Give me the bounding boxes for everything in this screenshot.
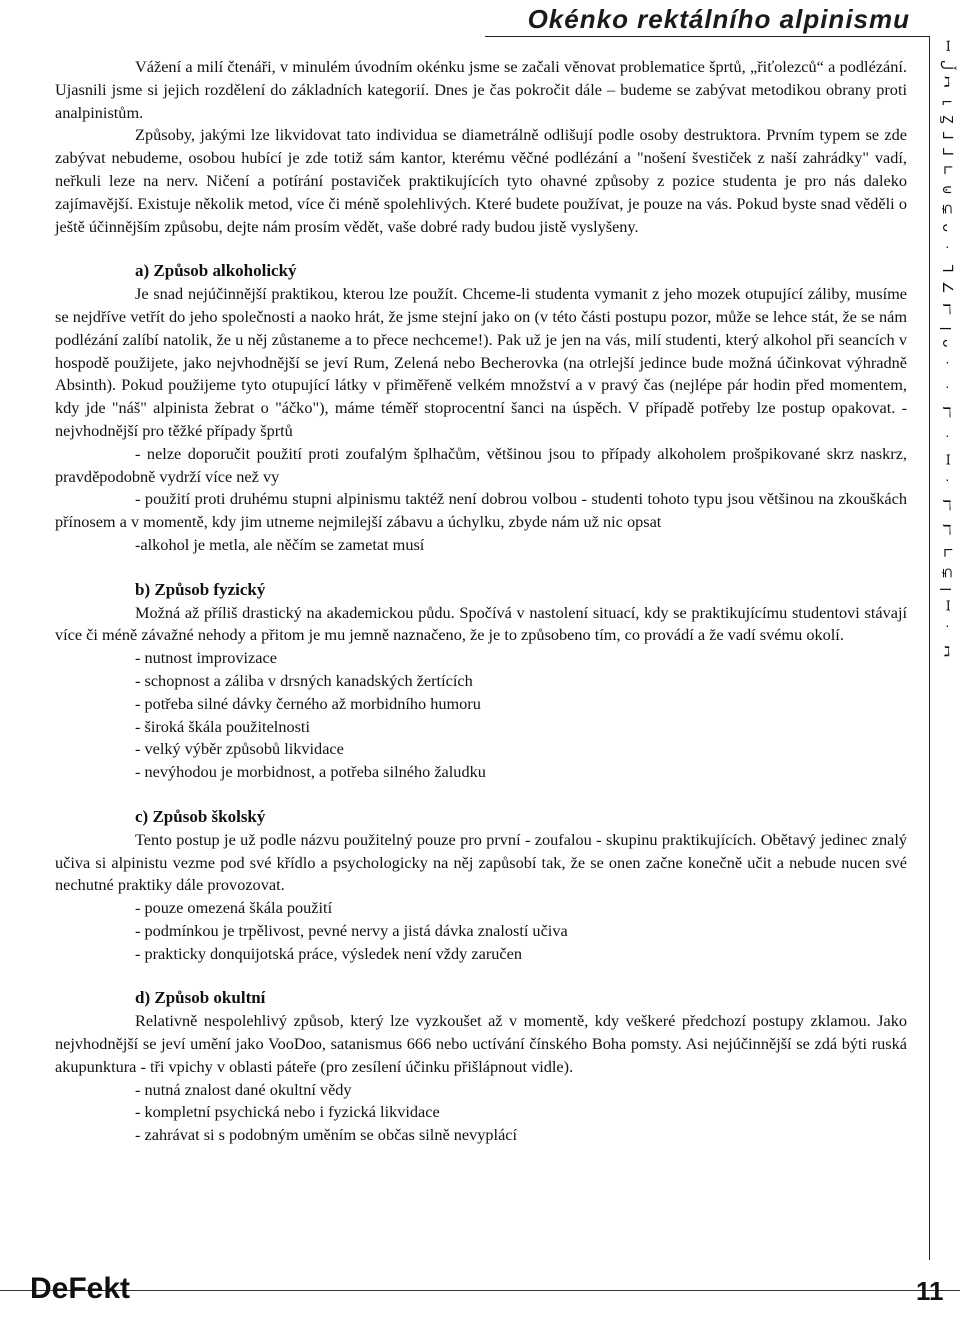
list-item: - potřeba silné dávky černého až morbidního humoru: [135, 693, 481, 713]
article-body: [55, 56, 907, 1147]
intro-paragraph-2: Způsoby, jakými lze likvidovat tato individua se diametrálně odlišují podle osoby destruktora. Prvním typem se zde zabývat nebudeme, osobou hubící je zde totiž sám kantor, kterému věčné podlézání a "nošení švestiček z naší zahrádky" vadí, neřkuli leze na nerv. Ničení a potírání postaviček praktikujících tyto ohavné způsoby z pozice studenta je pro nás daleko zajímavější. Existuje několik metod, více či méně spolehlivých. Které budete používat, je pouze na vás. Pokud byste snad věděli o ještě účinnějším způsobu, dejte nám prosím vědět, vaše dobré rady budou jistě vyslyšeny.: [55, 125, 907, 236]
list-item: - použití proti druhému stupni alpinismu taktéž není dobrou volbou - studenti tohoto typu jsou většinou na zkouškách přínosem a v momentě, kdy jim utneme nejmilejší zábavu a úchylku, zbyde nám už nic opsat: [55, 489, 907, 532]
side-decoration: [936, 36, 960, 1256]
page-number: 11: [916, 1276, 944, 1306]
list-item: - nelze doporučit použití proti zoufalým šplhačům, většinou jsou to případy alkoholem prošpikované skrz naskrz, pravděpodobně vydrží více než vy: [55, 443, 907, 486]
list-item: -alkohol je metla, ale něčím se zametat musí: [135, 534, 425, 554]
side-rule: [929, 36, 930, 1260]
section-body: Je snad nejúčinnější praktikou, kterou lze použít. Chceme-li studenta vymanit z jeho mozek otupující záliby, musíme se nejdříve vetřít do jeho společnosti a naoko hrát, že jsme stejní jako on (v této části postupu pozor, může se lehce stát, že se nám podlézání zalíbí natolik, že u něj zůstaneme a to přece nechceme!). Pak už je jen na vás, milí studenti, který alkohol při seancích v hospodě použijete, jako nejvhodnější se jeví Rum, Zelená nebo Becherovka (na otrlejší jedince bude možná účinkovat výhradně Absinth). Pokud použijeme tyto otupující látky v přiměřeně velkém množství a v pravý čas (nejlépe pár hodin před momentem, kdy jde "náš" alpinista žebrat o "áčko"), máme téměř stoprocentní šanci na úspěch. V případě potřeby lze postup opakovat. - nejvhodnější pro těžké případy šprtů: [55, 284, 907, 440]
page-title: Okénko rektálního alpinismu: [527, 4, 910, 34]
list-item: - kompletní psychická nebo i fyzická likvidace: [135, 1102, 440, 1122]
side-glyph-strip: ꟷ ڵ ℷ ⌐ Ꙁ ⅃ ⅃ ∟ ⊍ ⊊ ᴗ ᐧ ⅂ ∠ ℸ ꞁ ᴗ ᐧ ᐧ ℸ ᐧ ꟷ ᐧ ℸ ℸ ∟ ⊊ ꞁ ꟷ ᐧ ℷ: [939, 40, 955, 662]
list-item: - podmínkou je trpělivost, pevné nervy a jistá dávka znalostí učiva: [135, 920, 568, 940]
section-heading: d) Způsob okultní: [135, 988, 266, 1008]
header-rule: [485, 36, 930, 37]
list-item: - prakticky donquijotská práce, výsledek není vždy zaručen: [135, 943, 522, 963]
section-alcohol: [55, 260, 907, 556]
footer-rule: [0, 1290, 960, 1291]
list-item: - schopnost a záliba v drsných kanadských žertících: [135, 670, 473, 690]
section-school: [55, 806, 907, 966]
list-item: - pouze omezená škála použití: [135, 898, 333, 918]
section-occult: [55, 987, 907, 1147]
magazine-logo: DeFekt: [30, 1272, 131, 1305]
list-item: - široká škála použitelnosti: [135, 716, 310, 736]
section-heading: b) Způsob fyzický: [135, 579, 266, 599]
section-heading: a) Způsob alkoholický: [135, 261, 297, 281]
intro-paragraph: Vážení a milí čtenáři, v minulém úvodním okénku jsme se začali věnovat problematice šprtů, „řiťolezců“ a podlézání. Ujasnili jsme si jejich rozdělení do základních kategorií. Dnes je čas pokročit dále – budeme se zabývat metodikou obrany proti analpinistům.: [55, 57, 907, 122]
list-item: - nevýhodou je morbidnost, a potřeba silného žaludku: [135, 762, 486, 782]
list-item: - nutnost improvizace: [135, 648, 277, 668]
section-body: Tento postup je už podle názvu použitelný pouze pro první - zoufalou - skupinu praktikujících. Obětavý jedinec znalý učiva si alpinistu vezme pod své křídlo a psychologicky na něj zapůsobí tak, že se onen začne konečně učit a nebude nucen své nechutné praktiky dále provozovat.: [55, 829, 907, 895]
list-item: - nutná znalost dané okultní vědy: [135, 1079, 352, 1099]
section-physical: [55, 579, 907, 784]
list-item: - zahrávat si s podobným uměním se občas silně nevyplácí: [135, 1125, 518, 1145]
section-body: Relativně nespolehlivý způsob, který lze vyzkoušet až v momentě, kdy veškeré předchozí postupy zklamou. Jako nejvhodnější se jeví umění jako VooDoo, satanismus 666 nebo uctívání čínského Boha pomsty. Asi nejúčinnější se zdá býti ruská akupunktura - tři vpichy v oblasti páteře (pro zesílení účinku přišlápnout vidle).: [55, 1011, 907, 1076]
list-item: - velký výběr způsobů likvidace: [135, 739, 344, 759]
section-heading: c) Způsob školský: [135, 806, 266, 826]
section-body: Možná až příliš drastický na akademickou půdu. Spočívá v nastolení situací, kdy se praktikujícímu studentovi stávají více či méně závažné nehody a přitom je mu jemně naznačeno, že je to způsobeno tím, co provádí a že vadí svému okolí.: [55, 602, 907, 645]
